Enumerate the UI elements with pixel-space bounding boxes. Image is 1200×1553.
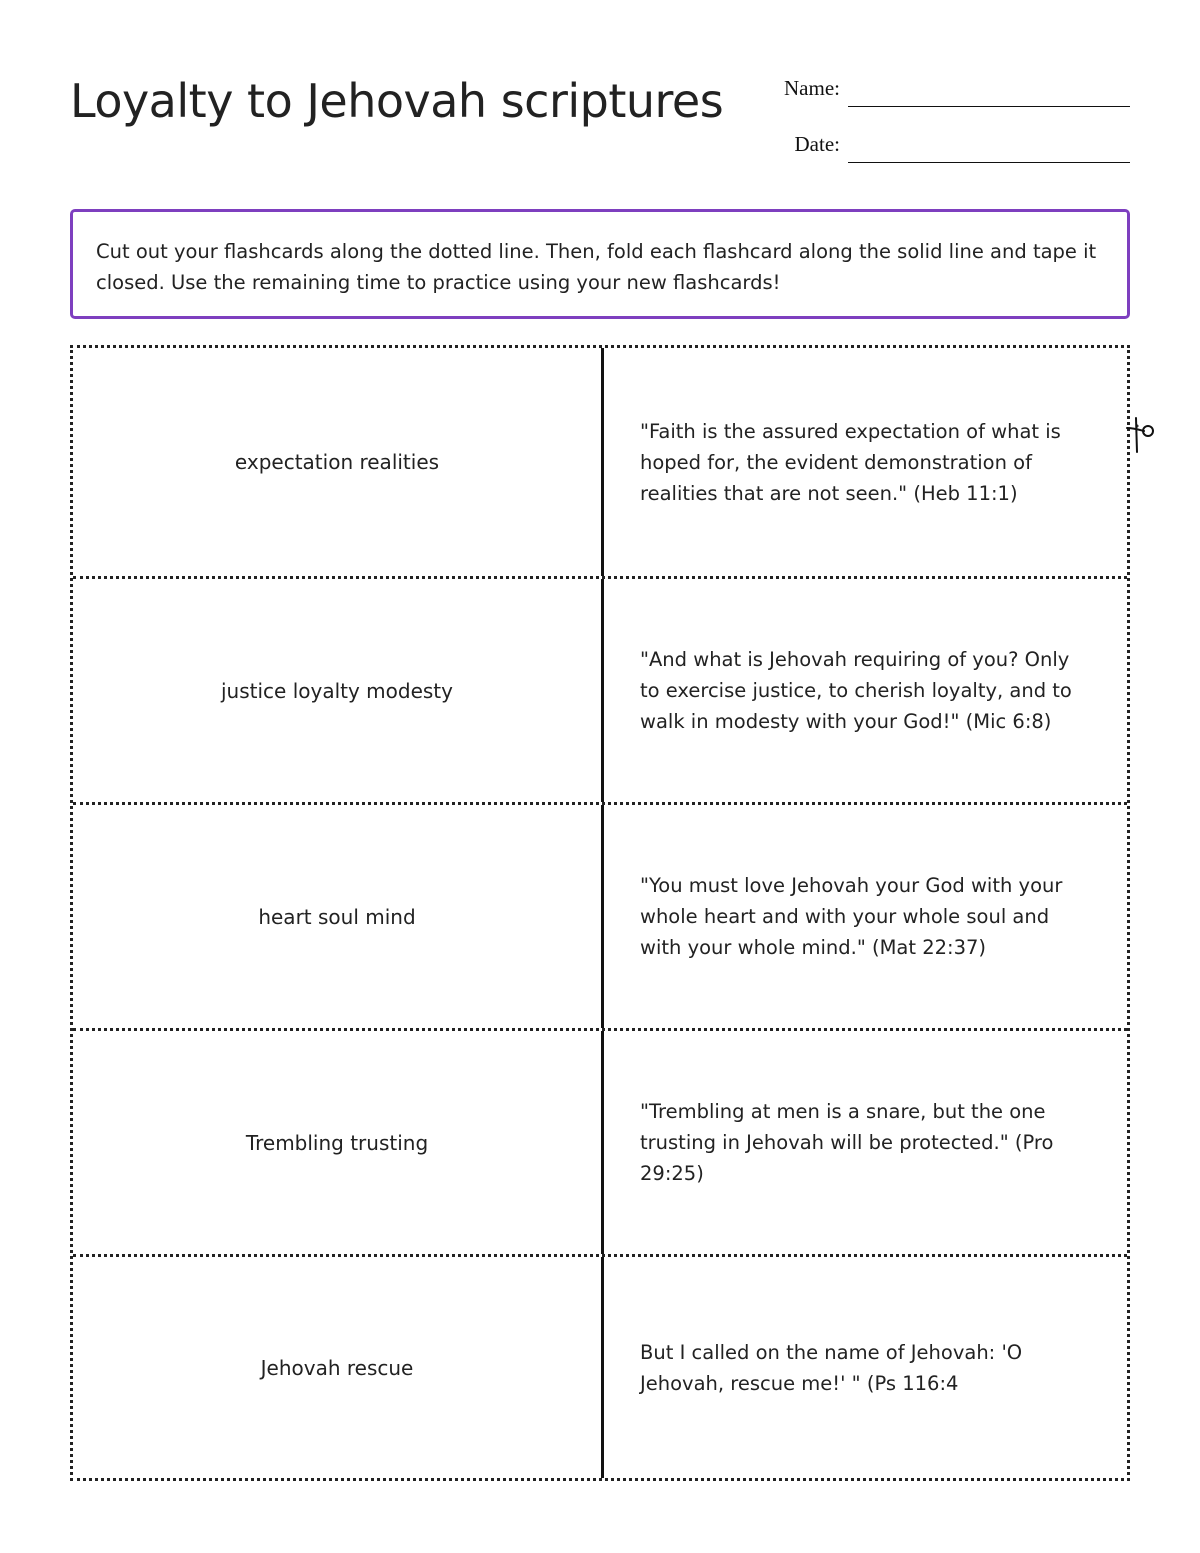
flashcard (73, 348, 1127, 576)
flashcard-term-text: Jehovah rescue (260, 1355, 414, 1380)
flashcard-term-text: Trembling trusting (245, 1130, 429, 1155)
scissors-icon (1124, 414, 1158, 454)
flashcard-sheet (70, 345, 1130, 1481)
flashcard-term (73, 1031, 601, 1254)
flashcard-term (73, 348, 601, 576)
flashcard-term (73, 1257, 601, 1478)
flashcard-term (73, 579, 601, 802)
flashcard-term-text: justice loyalty modesty (220, 678, 453, 703)
flashcard-definition (604, 579, 1130, 802)
flashcard-definition-text: But I called on the name of Jehovah: 'O Jehovah, rescue me!' " (Ps 116:4 (640, 1340, 1023, 1395)
flashcard-definition-text: "And what is Jehovah requiring of you? Only to exercise justice, to cherish loyalty, and to walk in modesty with your God!" (Mic 6:8) (640, 648, 1072, 733)
date-field[interactable] (848, 162, 1130, 163)
flashcard-definition-text: "You must love Jehovah your God with your whole heart and with your whole soul and with your whole mind." (Mat 22:37) (640, 874, 1063, 959)
flashcard-definition (604, 805, 1130, 1028)
flashcard (73, 1254, 1127, 1478)
page-title: Loyalty to Jehovah scriptures (70, 74, 724, 128)
date-label: Date: (794, 132, 840, 156)
name-field[interactable] (848, 106, 1130, 107)
flashcard-term-text: expectation realities (234, 450, 440, 474)
flashcard-term-text: heart soul mind (258, 904, 416, 929)
flashcard-definition (604, 1031, 1130, 1254)
flashcard (73, 576, 1127, 802)
flashcard-definition (604, 1257, 1130, 1478)
name-label: Name: (784, 76, 840, 100)
instructions-box (70, 209, 1130, 319)
flashcard (73, 802, 1127, 1028)
instructions-text: Cut out your flashcards along the dotted line. Then, fold each flashcard along the solid line and tape it closed. Use the remaining time to practice using your new flashcards! (96, 240, 1097, 294)
flashcard (73, 1028, 1127, 1254)
flashcard-definition (604, 348, 1130, 576)
flashcard-definition-text: "Faith is the assured expectation of what is hoped for, the evident demonstration of realities that are not seen." (Heb 11:1) (640, 419, 1061, 505)
flashcard-term (73, 805, 601, 1028)
flashcard-definition-text: "Trembling at men is a snare, but the one trusting in Jehovah will be protected." (Pro 29:25) (640, 1100, 1054, 1185)
